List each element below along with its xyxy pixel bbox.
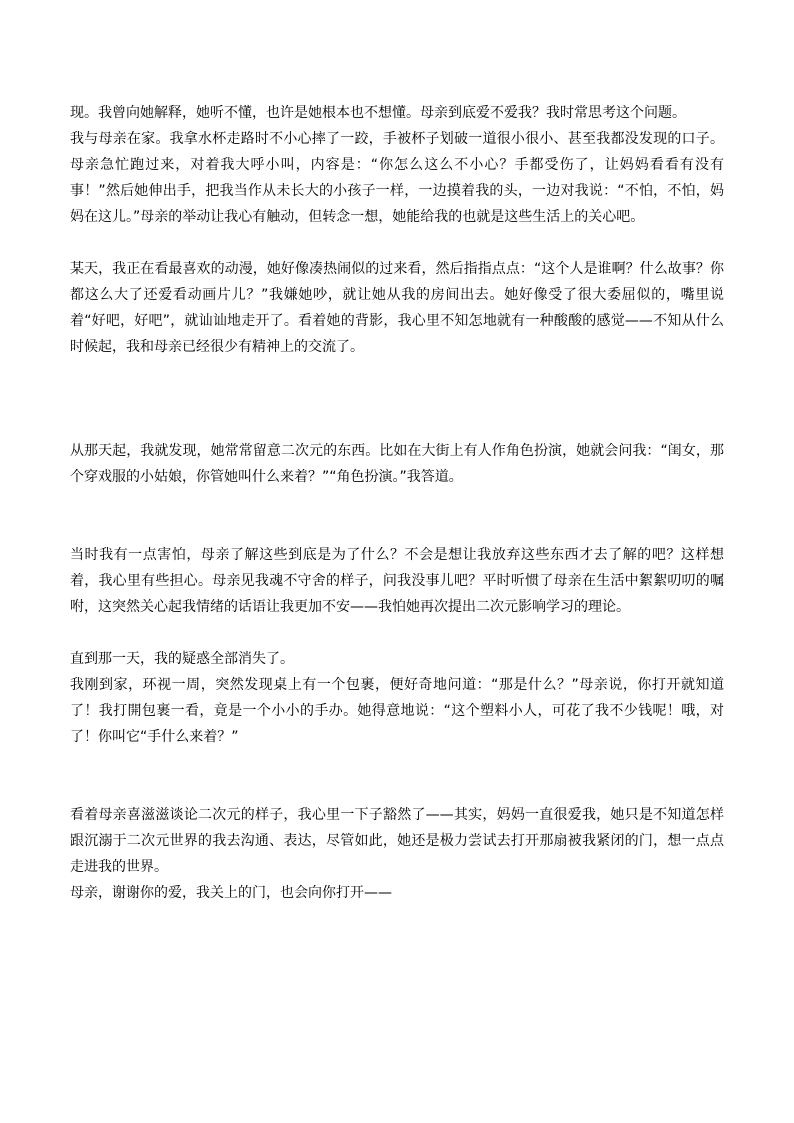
text-block-6 xyxy=(70,802,724,906)
paragraph-7: 我刚到家，环视一周，突然发现桌上有一个包裹，便好奇地问道：“那是什么？”母亲说，你打开就知道了！我打開包裹一看，竟是一个小小的手办。她得意地说：“这个塑料小人，可花了我不少钱呢！哦，对了！你叫它“手什么来着？” xyxy=(70,677,724,745)
text-block-3 xyxy=(70,438,724,490)
paragraph-3: 某天，我正在看最喜欢的动漫，她好像凑热闹似的过来看，然后指指点点：“这个人是谁啊？什么故事？你都这么大了还爱看动画片儿？”我嫌她吵，就让她从我的房间出去。她好像受了很大委屈似的，嘴里说着“好吧，好吧”，就讪讪地走开了。看着她的背影，我心里不知怎地就有一种酸酸的感觉——不知从什么时候起，我和母亲已经很少有精神上的交流了。 xyxy=(70,261,724,355)
paragraph-8: 看着母亲喜滋滋谈论二次元的样子，我心里一下子豁然了——其实，妈妈一直很爱我，她只是不知道怎样跟沉溺于二次元世界的我去沟通、表达，尽管如此，她还是极力尝试去打开那扇被我紧闭的门，想一点点走进我的世界。 xyxy=(70,807,724,875)
text-block-2 xyxy=(70,256,724,360)
paragraph-4: 从那天起，我就发现，她常常留意二次元的东西。比如在大街上有人作角色扮演，她就会问我：“闺女，那个穿戏服的小姑娘，你管她叫什么来着？”“角色扮演。”我答道。 xyxy=(70,443,724,485)
text-block-5 xyxy=(70,646,724,750)
paragraph-9: 母亲，谢谢你的爱，我关上的门，也会向你打开—— xyxy=(70,885,392,901)
text-block-1 xyxy=(70,100,724,230)
paragraph-5: 当时我有一点害怕，母亲了解这些到底是为了什么？不会是想让我放弃这些东西才去了解的吧？这样想着，我心里有些担心。母亲见我魂不守舍的样子，问我没事儿吧？平时听惯了母亲在生活中絮絮叨叨的嘱咐，这突然关心起我情绪的话语让我更加不安——我怕她再次提出二次元影响学习的理论。 xyxy=(70,547,724,615)
paragraph-6: 直到那一天，我的疑惑全部消失了。 xyxy=(70,651,294,667)
text-block-4 xyxy=(70,542,724,620)
paragraph-1: 现。我曾向她解释，她听不懂，也许是她根本也不想懂。母亲到底爱不爱我？我时常思考这个问题。 xyxy=(70,105,686,121)
paragraph-2: 我与母亲在家。我拿水杯走路时不小心摔了一跤，手被杯子划破一道很小很小、甚至我都没发现的口子。母亲急忙跑过来，对着我大呼小叫，内容是：“你怎么这么不小心？手都受伤了，让妈妈看看有没有事！”然后她伸出手，把我当作从未长大的小孩子一样，一边摸着我的头，一边对我说：“不怕，不怕，妈妈在这儿。”母亲的举动让我心有触动，但转念一想，她能给我的也就是这些生活上的关心吧。 xyxy=(70,131,724,225)
